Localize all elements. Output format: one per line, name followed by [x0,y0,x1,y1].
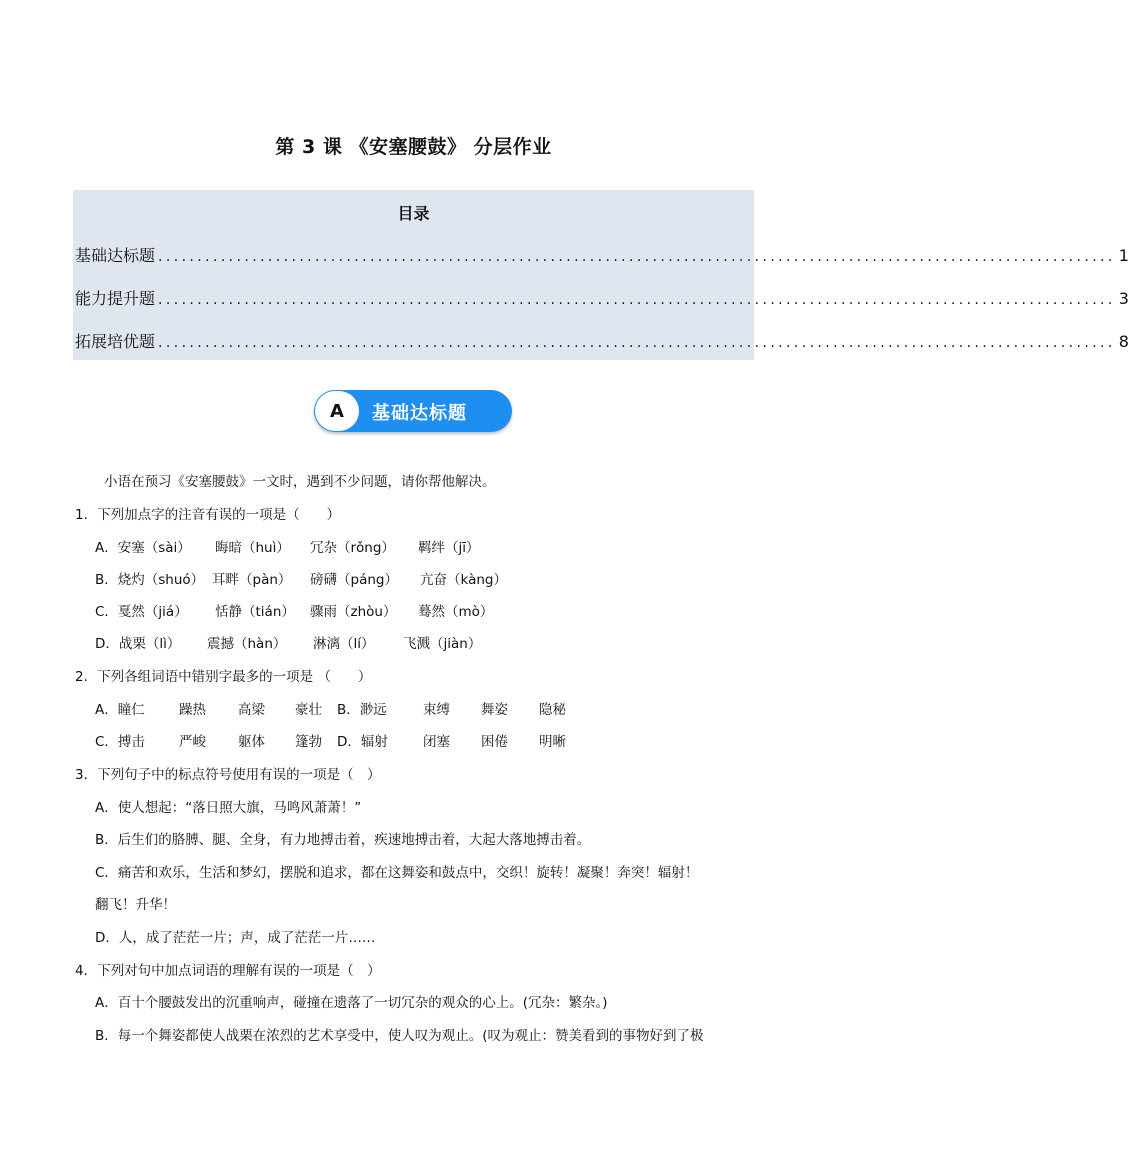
question-1-option-c [95,602,493,622]
intro-text: 小语在预习《安塞腰鼓》一文时，遇到不少问题，请你帮他解决。 [104,474,496,490]
option-item: 磅礴（páng） [310,572,398,588]
option-item: 闭塞 [423,734,450,750]
option-item: 蓦然（mò） [418,604,494,620]
option-item: B．烧灼（shuó） [95,572,205,588]
question-3-option-b: B．后生们的胳膊、腿、全身，有力地搏击着，疾速地搏击着，大起大落地搏击着。 [95,832,591,848]
toc-heading: 目录 [397,204,430,223]
section-letter-badge: A [315,391,359,431]
question-4-option-b: B．每一个舞姿都使人战栗在浓烈的艺术享受中，使人叹为观止。(叹为观止：赞美看到的事物好到了极 [95,1028,704,1044]
option-item: 高梁 [238,702,265,718]
option-item: 篷勃 [295,734,322,750]
toc-item-extend[interactable] [75,329,1129,353]
option-item: 严峻 [179,734,206,750]
option-item: 舞姿 [481,702,508,718]
option-item: 耳畔（pàn） [212,572,292,588]
question-3-option-c-cont: 翻飞！升华！ [95,897,176,913]
toc-leader-dots: .......................................................................................................................... [158,335,1116,351]
option-item: A．瞳仁 [95,702,145,718]
option-item: 震撼（hàn） [207,636,287,652]
option-item: D．战栗（lì） [95,636,181,652]
option-item: 羁绊（jī） [418,540,480,556]
question-4-stem: 4．下列对句中加点词语的理解有误的一项是（ ） [75,963,381,979]
section-banner [314,390,512,432]
question-2-row-2 [95,732,566,752]
toc-item-basic[interactable] [75,243,1129,267]
option-item: 冗杂（rǒng） [310,540,395,556]
question-3-stem: 3．下列句子中的标点符号使用有误的一项是（ ） [75,767,381,783]
question-1-option-d [95,634,481,654]
question-3-option-c: C．痛苦和欢乐，生活和梦幻，摆脱和追求，都在这舞姿和鼓点中，交织！旋转！凝聚！奔突！辐射！ [95,865,699,881]
toc-item-page: 8 [1118,332,1129,351]
question-3-option-d: D．人，成了茫茫一片；声，成了茫茫一片…… [95,930,376,946]
option-item: 躁热 [179,702,206,718]
table-of-contents [73,190,1129,360]
option-item: 亢奋（kàng） [420,572,507,588]
question-2-row-1 [95,700,566,720]
section-banner-label: 基础达标题 [372,403,467,424]
option-item: 晦暗（huì） [215,540,290,556]
option-item: D．辐射 [337,734,388,750]
option-item: C．搏击 [95,734,145,750]
toc-leader-dots: .......................................................................................................................... [158,249,1116,265]
toc-item-page: 3 [1118,289,1129,308]
option-item: 骤雨（zhòu） [310,604,397,620]
option-item: 明晰 [539,734,566,750]
question-3-option-a: A．使人想起：“落日照大旗，马鸣风萧萧！” [95,800,362,816]
toc-item-improve[interactable] [75,286,1129,310]
option-item: 飞溅（jiàn） [403,636,482,652]
toc-item-label: 能力提升题 [75,289,156,308]
toc-item-label: 拓展培优题 [75,332,156,351]
option-item: 豪壮 [295,702,322,718]
toc-item-label: 基础达标题 [75,246,156,265]
option-item: B．渺远 [337,702,387,718]
option-item: C．戛然（jiá） [95,604,188,620]
option-item: 恬静（tián） [215,604,295,620]
option-item: 躯体 [238,734,265,750]
option-item: A．安塞（sài） [95,540,191,556]
toc-leader-dots: .......................................................................................................................... [158,292,1116,308]
option-item: 淋漓（lí） [313,636,375,652]
question-1-option-a [95,538,480,558]
option-item: 隐秘 [539,702,566,718]
option-item: 困倦 [481,734,508,750]
question-1-stem: 1．下列加点字的注音有误的一项是（ ） [75,507,341,523]
question-4-option-a: A．百十个腰鼓发出的沉重响声，碰撞在遗落了一切冗杂的观众的心上。(冗杂：繁杂。) [95,995,608,1011]
question-2-stem: 2．下列各组词语中错别字最多的一项是 （ ） [75,669,372,685]
option-item: 束缚 [423,702,450,718]
question-1-option-b [95,570,507,590]
toc-item-page: 1 [1118,246,1129,265]
page-title: 第 3 课 《安塞腰鼓》 分层作业 [275,136,552,158]
